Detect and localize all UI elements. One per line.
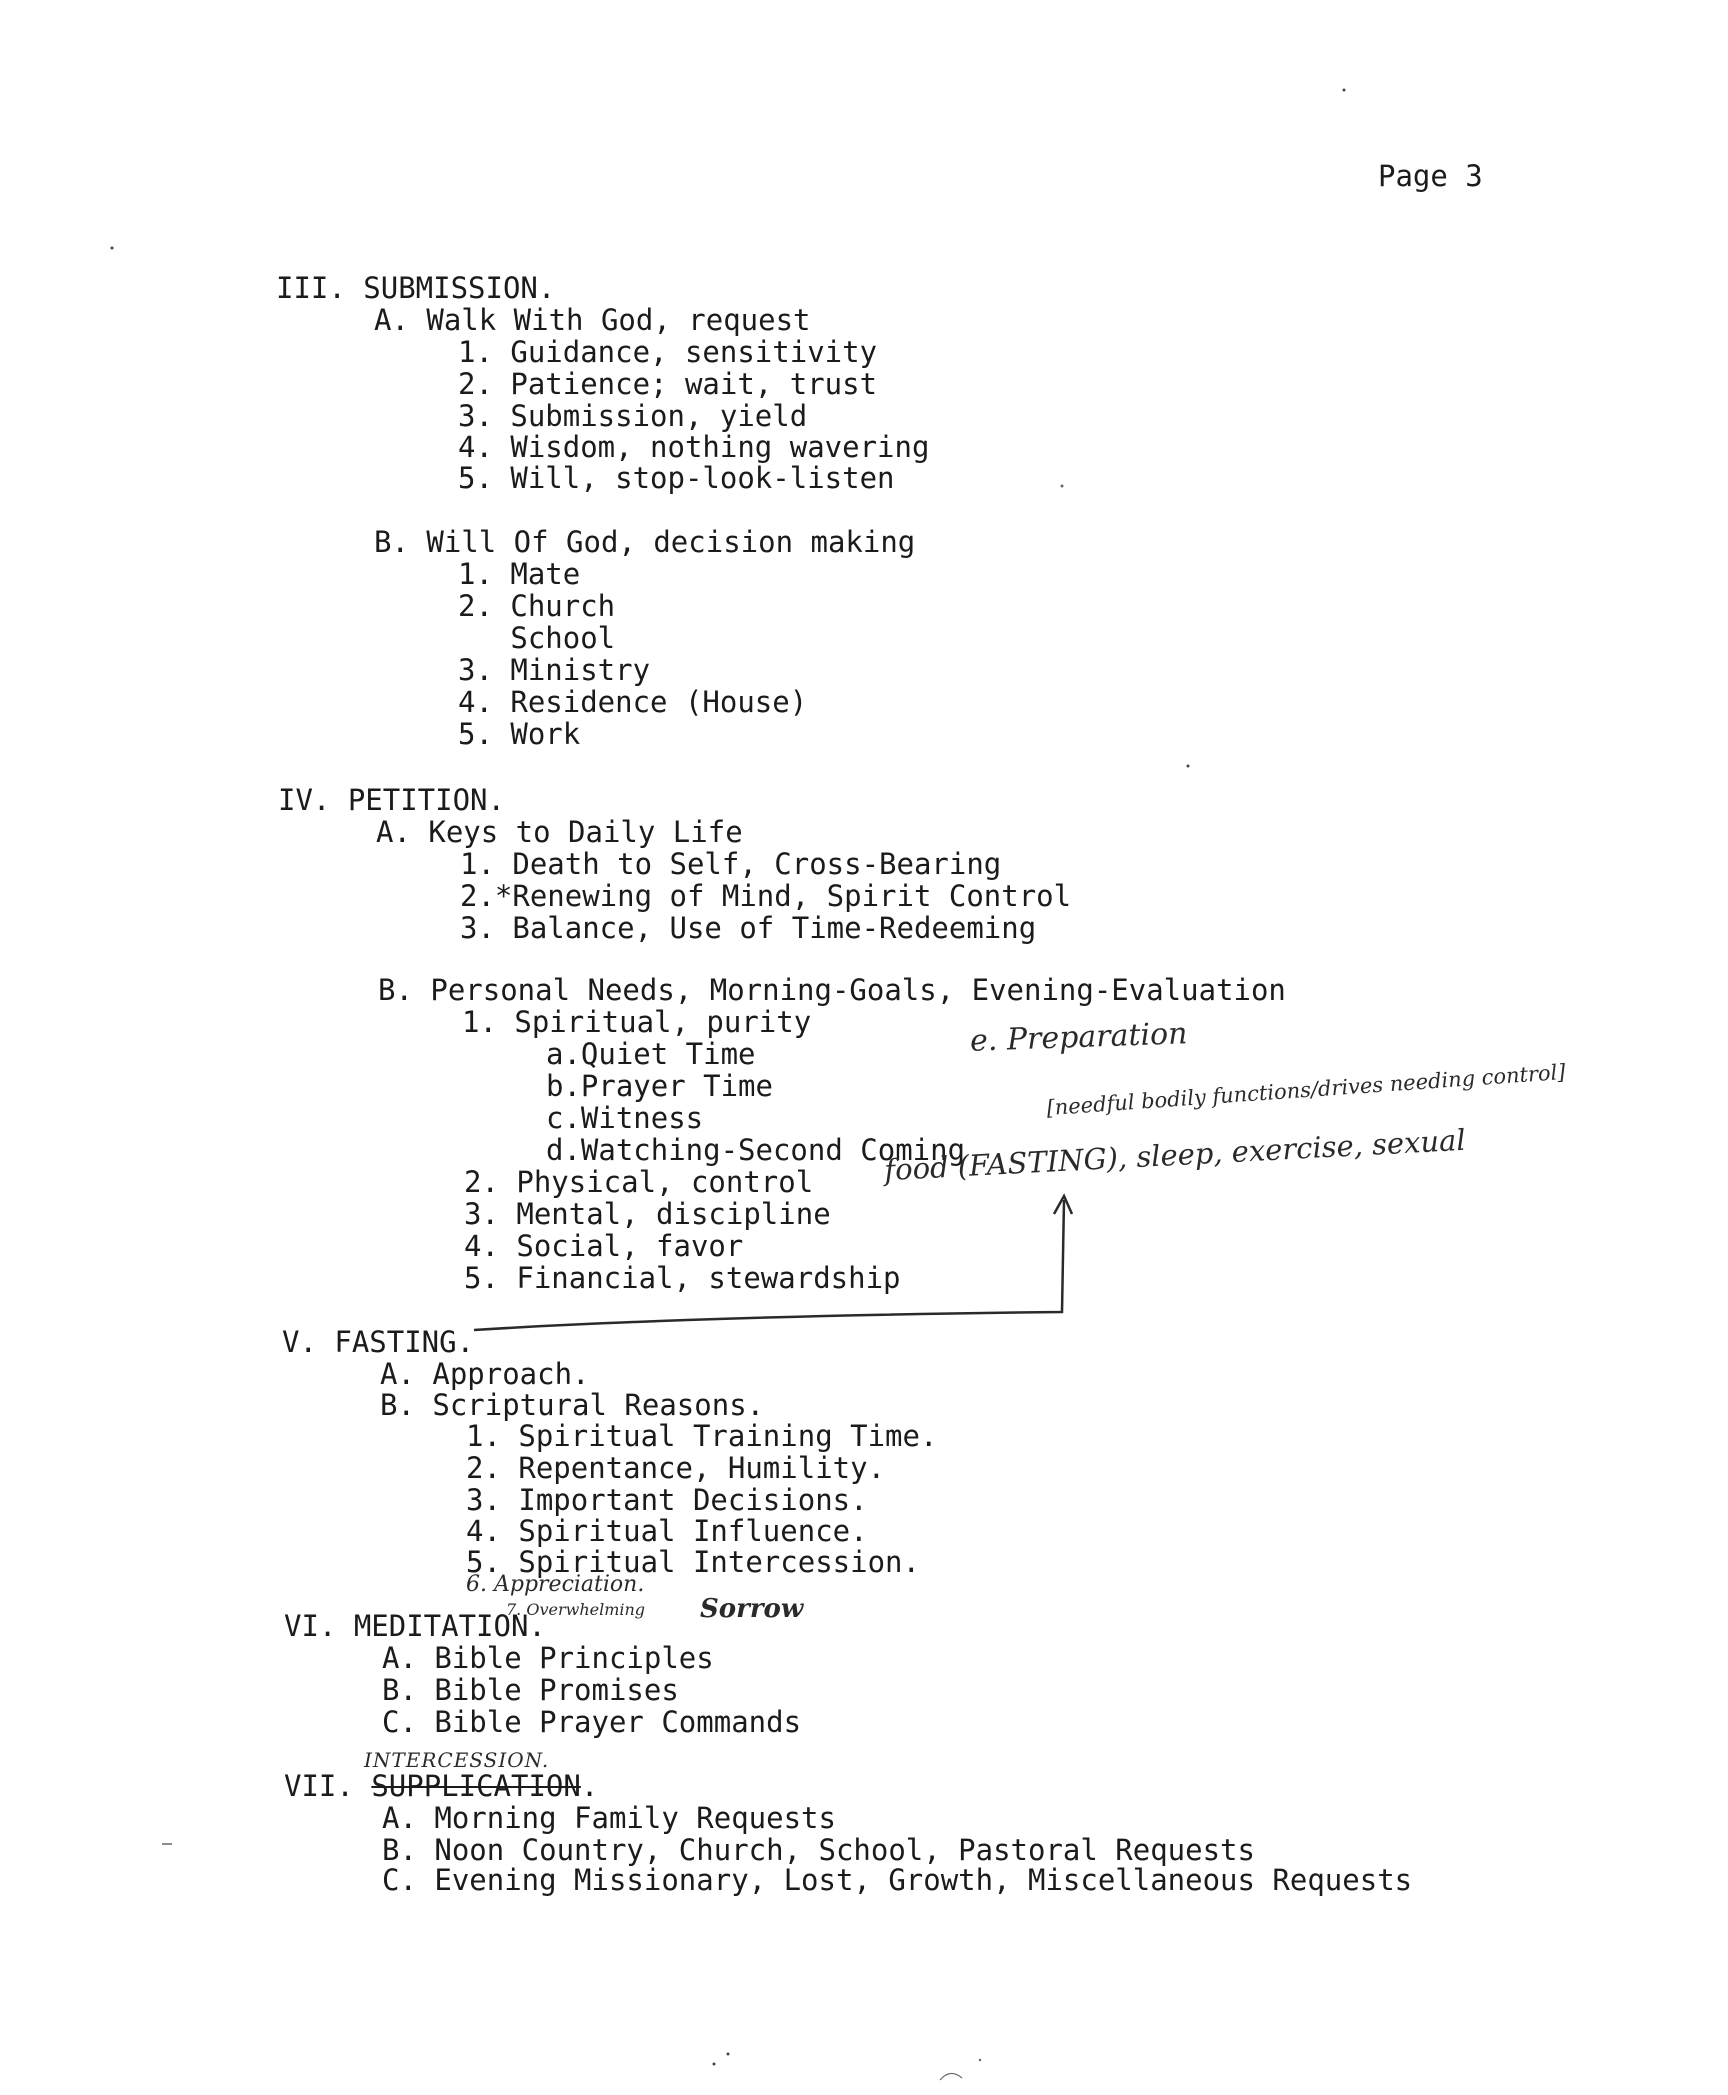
outline-subsubitem: d.Watching-Second Coming xyxy=(546,1133,966,1167)
outline-item: B. Bible Promises xyxy=(382,1673,679,1707)
outline-subitem: 5. Spiritual Intercession. xyxy=(466,1545,920,1579)
outline-item: A. Bible Principles xyxy=(382,1641,714,1675)
outline-subitem: 2. Patience; wait, trust xyxy=(458,367,878,401)
page-number: Page 3 xyxy=(1378,159,1483,193)
outline-subitem: 1. Guidance, sensitivity xyxy=(458,335,878,369)
section-heading-meditation: VI. MEDITATION. xyxy=(284,1609,546,1643)
outline-item: A. Morning Family Requests xyxy=(382,1801,836,1835)
outline-item-a-walk: A. Walk With God, request xyxy=(374,303,811,337)
section-numeral: VII. xyxy=(284,1769,354,1803)
handwritten-intercession: INTERCESSION. xyxy=(364,1748,550,1772)
outline-subitem: 1. Spiritual Training Time. xyxy=(466,1419,938,1453)
outline-subitem: 5. Will, stop-look-listen xyxy=(458,461,895,495)
outline-item-b-personal-needs: B. Personal Needs, Morning-Goals, Evening-Evaluation xyxy=(378,973,1286,1007)
section-heading-submission: III. SUBMISSION. xyxy=(276,271,556,305)
outline-subitem: 4. Spiritual Influence. xyxy=(466,1514,868,1548)
outline-subsubitem: b.Prayer Time xyxy=(546,1069,773,1103)
outline-subitem: 4. Social, favor xyxy=(464,1229,744,1263)
outline-item-b-scriptural: B. Scriptural Reasons. xyxy=(380,1388,765,1422)
outline-subitem: 3. Mental, discipline xyxy=(464,1197,831,1231)
outline-subitem: 1. Death to Self, Cross-Bearing xyxy=(460,847,1002,881)
outline-subsubitem: a.Quiet Time xyxy=(546,1037,756,1071)
section-heading-petition: IV. PETITION. xyxy=(278,783,505,817)
outline-subitem: 2. Repentance, Humility. xyxy=(466,1451,886,1485)
section-heading-fasting: V. FASTING. xyxy=(282,1325,475,1359)
handwritten-sorrow: Sorrow xyxy=(700,1594,804,1624)
handwritten-physical-note: food (FASTING), sleep, exercise, sexual xyxy=(883,1122,1467,1188)
outline-item-a-approach: A. Approach. xyxy=(380,1357,590,1391)
outline-item-a-keys: A. Keys to Daily Life xyxy=(376,815,743,849)
outline-subitem: 2.*Renewing of Mind, Spirit Control xyxy=(460,879,1072,913)
outline-subsubitem: c.Witness xyxy=(546,1101,704,1135)
outline-subitem: 3. Submission, yield xyxy=(458,399,808,433)
outline-subitem: 4. Wisdom, nothing wavering xyxy=(458,430,930,464)
outline-item-b-will: B. Will Of God, decision making xyxy=(374,525,916,559)
handwritten-bracket-note: [needful bodily functions/drives needing control] xyxy=(1045,1059,1567,1121)
handwritten-overwhelming: 7. Overwhelming xyxy=(506,1600,646,1619)
outline-subitem: 1. Mate xyxy=(458,557,581,591)
handwritten-appreciation: 6. Appreciation. xyxy=(466,1572,645,1597)
outline-subitem: 2. Church xyxy=(458,589,616,623)
outline-subitem: 4. Residence (House) xyxy=(458,685,808,719)
outline-subitem: 3. Ministry xyxy=(458,653,651,687)
outline-item: B. Noon Country, Church, School, Pastoral Requests xyxy=(382,1833,1255,1867)
outline-subitem: 3. Important Decisions. xyxy=(466,1483,868,1517)
outline-subitem: 1. Spiritual, purity xyxy=(462,1005,812,1039)
outline-subitem: 3. Balance, Use of Time-Redeeming xyxy=(460,911,1037,945)
outline-item: C. Evening Missionary, Lost, Growth, Miscellaneous Requests xyxy=(382,1863,1413,1897)
outline-subitem: 5. Financial, stewardship xyxy=(464,1261,901,1295)
outline-item: C. Bible Prayer Commands xyxy=(382,1705,802,1739)
outline-subitem: School xyxy=(458,621,616,655)
heading-period: . xyxy=(580,1769,599,1803)
outline-subitem: 2. Physical, control xyxy=(464,1165,814,1199)
outline-subitem: 5. Work xyxy=(458,717,581,751)
struck-word: SUPPLICATION xyxy=(371,1769,581,1803)
handwritten-preparation: e. Preparation xyxy=(969,1016,1189,1059)
